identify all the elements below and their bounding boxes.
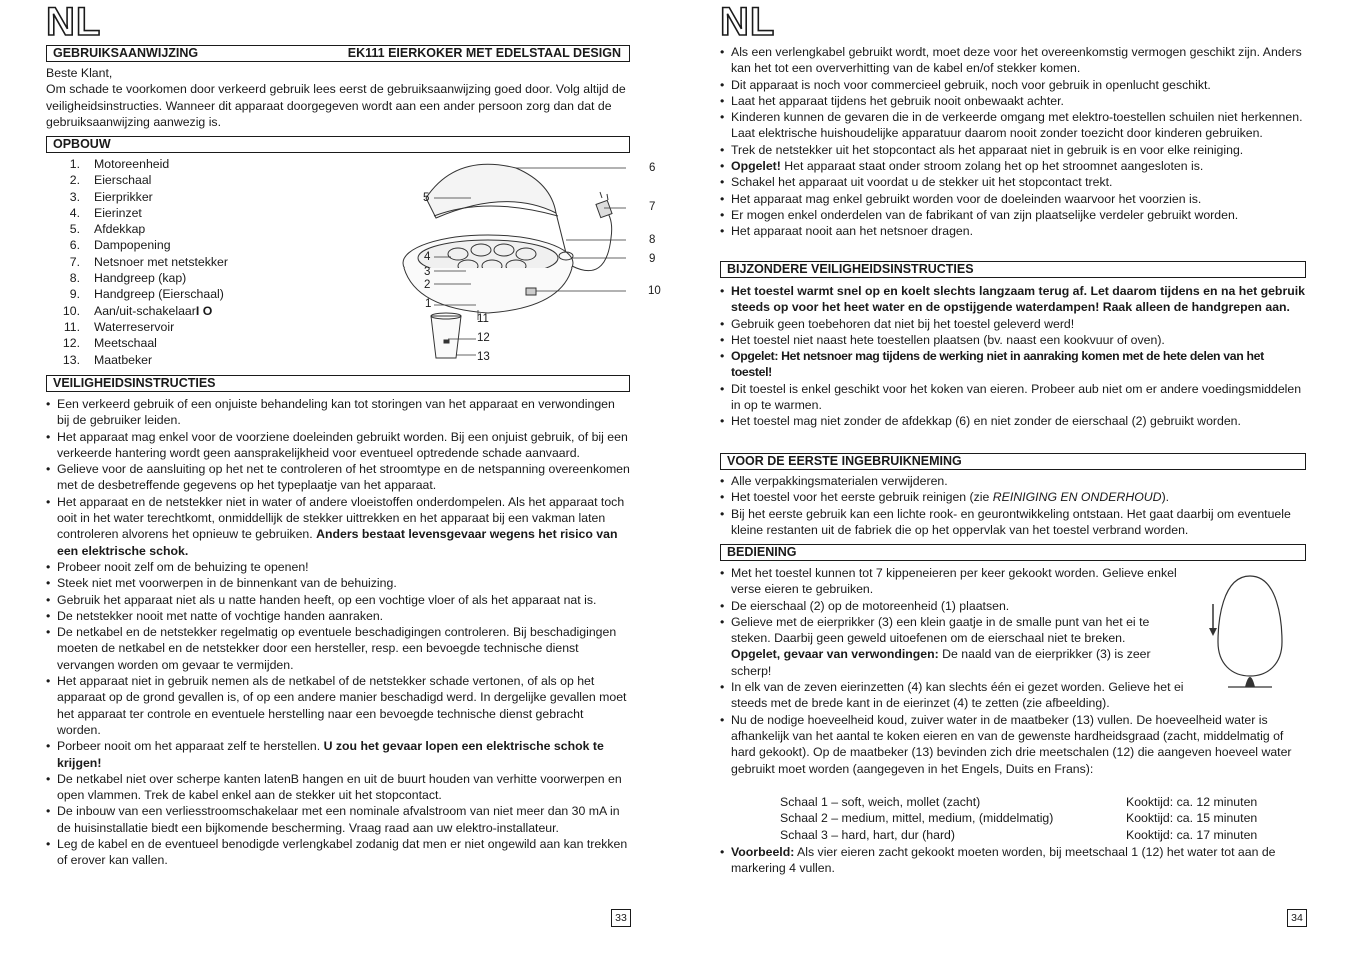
figure-label-10: 10 [648,285,661,297]
part-label: Handgreep (kap) [94,271,187,286]
section-title: VEILIGHEIDSINSTRUCTIES [53,376,216,390]
part-number: 10. [62,303,80,318]
kinderen-note: Laat elektrische huishoudelijke apparatuur daarom nooit zonder toezicht door kinderen gebruiken. [731,126,1263,141]
example-label: Voorbeeld: [731,845,795,859]
section-title: BIJZONDERE VEILIGHEIDSINSTRUCTIES [727,262,974,276]
list-item: • Gebruik geen toebehoren dat niet bij het toestel geleverd werd! [720,316,1306,332]
egg-cooker-drawing [376,158,626,368]
warning-label: Opgelet, gevaar van verwondingen: [731,647,939,662]
figure-label-7: 7 [649,201,656,213]
list-item: • Het apparaat nooit aan het netsnoer dragen. [720,223,1306,239]
language-heading: NL [46,0,102,44]
part-number: 13. [62,352,80,367]
list-item: • Dit toestel is enkel geschikt voor het koken van eieren. Probeer aub niet om er andere voedingsmiddelen in op te warmen. [720,381,1306,414]
part-label: Dampopening [94,238,171,253]
page-number: 34 [1287,909,1307,927]
list-item: • Een verkeerd gebruik of een onjuiste behandeling kan tot storingen van het apparaat en verwondingen bij de gebruiker leiden. [46,396,630,429]
part-item [46,172,346,188]
list-item: • Gebruik het apparaat niet als u natte handen heeft, op een vochtige vloer of als het apparaat nat is. [46,592,630,608]
section-reference: REINIGING EN ONDERHOUD [992,490,1162,505]
manual-header [46,45,630,62]
list-item: • Er mogen enkel onderdelen van de fabrikant of van zijn plaatselijke verdeler gebruikt worden. [720,207,1306,223]
list-item: • De netkabel en de netstekker regelmatig op eventuele beschadigingen controleren. Bij beschadigingen moeten de netkabel en de netstekker door een hersteller, resp. een bevoegde technische dienst vervangen worden om gevaar te vermijden. [46,624,630,673]
page-number: 33 [611,909,631,927]
figure-label-1: 1 [425,298,432,310]
part-label: Aan/uit-schakelaar [94,303,196,318]
list-item: • In elk van de zeven eierinzetten (4) kan slechts één ei gezet worden. Gelieve het ei steeds met de brede kant in de eierinzet (4) te zetten (zie afbeelding). [720,679,1189,712]
part-number: 4. [69,205,80,220]
list-item: • Met het toestel kunnen tot 7 kippeneieren per keer gekookt worden. Gelieve enkel verse eieren te gebruiken. [720,565,1181,598]
part-item [46,303,346,319]
list-item: • Alle verpakkingsmaterialen verwijderen. [720,473,1306,489]
part-item [46,205,346,221]
figure-label-11: 11 [477,313,489,325]
section-title: OPBOUW [53,137,111,151]
table-row: Schaal 1 – soft, weich, mollet (zacht) Kooktijd: ca. 12 minuten [780,795,1258,809]
list-item: • Voorbeeld: Als vier eieren zacht gekookt moeten worden, bij meetschaal 1 (12) het water tot aan de markering 4 vullen. [720,844,1306,877]
part-number: 9. [69,287,80,302]
part-number: 1. [69,157,80,171]
section-header-eerste [720,453,1306,470]
list-item: • Bij het eerste gebruik kan een lichte rook- en geurontwikkeling ontstaan. Het gaat daarbij om eventuele kleine restanten uit de fabriek die op het oppervlak van het toestel verbrand worden. [720,506,1306,539]
part-number: 2. [69,173,80,188]
figure-label-9: 9 [649,253,656,265]
list-item: • Gelieve met de eierprikker (3) een klein gaatje in de smalle punt van het ei te steken. Daarbij geen geweld uitoefenen om de eierschaal niet te breken. Opgelet, gevaar van verwondingen: De naald van de eierprikker (3) is zeer scherp! [720,614,1181,679]
parts-list [46,156,346,368]
figure-label-3: 3 [424,266,431,278]
egg-cooker-figure [376,158,661,368]
list-item: • Opgelet: Het netsnoer mag tijdens de werking niet in aanraking komen met de hete delen van het toestel! [720,348,1306,381]
list-item: • Nu de nodige hoeveelheid koud, zuiver water in de maatbeker (13) vullen. De hoeveelheid water is afhankelijk van het aantal te koken eieren en van de gewenste hardheidsgraad (zacht, middelmatig of hard gekookt). Op de maatbeker (13) bevinden zich drie meetschalen (12) die aangeven hoeveel water gebruikt moet worden (aangegeven in het Engels, Duits en Frans): [720,712,1306,777]
list-item: • Het apparaat en de netstekker niet in water of andere vloeistoffen onderdompelen. Als het apparaat toch ooit in het water terechtkomt, onmiddellijk de stekker uittrekken en het apparaat bij een vakman laten controleren alvorens het opnieuw te gebruiken. Anders bestaat levensgevaar wegens het risico van een elektrische schok. [46,494,630,559]
cooking-time-table [780,794,1266,843]
section-title: VOOR DE EERSTE INGEBRUIKNEMING [727,454,962,468]
list-item: • Opgelet! Het apparaat staat onder stroom zolang het op het stroomnet aangesloten is. [720,158,1306,174]
part-label: Eierinzet [94,205,142,220]
part-item [46,352,346,368]
list-item: • Schakel het apparaat uit voordat u de stekker uit het stopcontact trekt. [720,174,1306,190]
warning-emphasis: U zou het gevaar lopen een elektrische schok te krijgen! [57,739,604,770]
list-item: • Porbeer nooit om het apparaat zelf te herstellen. U zou het gevaar lopen een elektrische schok te krijgen! [46,738,630,771]
list-item: • Het toestel mag niet zonder de afdekkap (6) en niet zonder de eierschaal (2) gebruikt worden. [720,413,1306,429]
operation-list [720,565,1306,777]
warning-emphasis: Anders bestaat levensgevaar wegens het risico van een elektrische schok. [57,527,618,558]
part-item [46,189,346,205]
greeting: Beste Klant, [46,66,113,80]
part-label: Maatbeker [94,352,153,367]
part-label: Handgreep (Eierschaal) [94,287,224,302]
list-item: • Laat het apparaat tijdens het gebruik nooit onbewaakt achter. [720,93,1306,109]
model-name: EK111 EIERKOKER MET EDELSTAAL DESIGN [347,46,621,60]
list-item: • Het toestel warmt snel op en koelt slechts langzaam terug af. Let daarom tijdens en na het gebruik steeds op voor het heet water en de opstijgende waterdampen! Raak alleen de handgrepen aan. [720,283,1306,316]
special-safety-list [720,283,1306,430]
part-item [46,286,346,302]
list-item: • Het toestel niet naast hete toestellen plaatsen (bv. naast een kookvuur of oven). [720,332,1306,348]
language-heading: NL [720,0,776,44]
part-item [46,319,346,335]
figure-label-12: 12 [477,332,490,344]
part-label: Meetschaal [94,336,157,351]
warning-label: Opgelet! [731,159,781,174]
list-item: • Leg de kabel en de eventueel benodigde verlengkabel zodanig dat men er niet ongewild aan kan trekken of erover kan vallen. [46,836,630,869]
figure-label-13: 13 [477,351,490,363]
list-item: • Steek niet met voorwerpen in de binnenkant van de behuizing. [46,575,630,591]
list-item: • Kinderen kunnen de gevaren die in de verkeerde omgang met elektro-toestellen schuilen niet herkennen. Laat elektrische huishoudelijke apparatuur daarom nooit zonder toezicht door kinderen gebruiken. [720,109,1306,142]
part-number: 5. [69,222,80,237]
part-number: 8. [69,271,80,286]
list-item: • De eierschaal (2) op de motoreenheid (1) plaatsen. [720,598,1181,614]
part-label: Eierschaal [94,173,152,188]
part-number: 12. [62,336,80,351]
list-item: • Als een verlengkabel gebruikt wordt, moet deze voor het overeenkomstig vermogen geschikt zijn. Anders kan het tot een oververhitting van de kabel en/of stekker komen. [720,44,1306,77]
safety-list [46,396,630,869]
part-label: Motoreenheid [94,157,170,171]
part-number: 11. [63,319,80,334]
switch-symbol: I O [195,303,213,318]
intro [46,65,630,130]
list-item: • De netkabel niet over scherpe kanten latenB hangen en uit de buurt houden van verhitte voorwerpen en open vlammen. Trek de kabel enkel aan de stekker uit het stopcontact. [46,771,630,804]
part-label: Netsnoer met netstekker [94,254,228,269]
list-item: • Probeer nooit zelf om de behuizing te openen! [46,559,630,575]
part-item [46,335,346,351]
list-item: • De netstekker nooit met natte of vochtige handen aanraken. [46,608,630,624]
part-number: 6. [69,238,80,253]
section-header-veiligheid [46,375,630,392]
figure-label-8: 8 [649,234,656,246]
section-title: BEDIENING [727,545,797,559]
figure-label-4: 4 [424,251,431,263]
part-number: 7. [69,254,80,269]
figure-label-6: 6 [649,162,656,174]
list-item: • Het toestel voor het eerste gebruik reinigen (zie REINIGING EN ONDERHOUD). [720,489,1306,505]
section-header-bijzondere [720,261,1306,278]
part-item [46,254,346,270]
example-paragraph [720,844,1306,877]
list-item: • De inbouw van een verliesstroomschakelaar met een nominale afvalstroom van niet meer dan 30 mA in de huisinstallatie biedt een bijkomende bescherming. Vraag raad aan uw elektro-installateur. [46,803,630,836]
section-header-bediening [720,544,1306,561]
first-use-list [720,473,1306,538]
list-item: • Het apparaat mag enkel gebruikt worden voor de doeleinden waarvoor het voorzien is. [720,191,1306,207]
part-item [46,156,346,172]
figure-label-5: 5 [423,192,430,204]
list-item: • Het apparaat mag enkel voor de voorziene doeleinden gebruikt worden. Bij een onjuist gebruik, of bij een verkeerde hantering wordt geen aansprakelijkheid voor eventueel optredende schade aanvaard. [46,429,630,462]
figure-label-2: 2 [424,279,431,291]
intro-text: Om schade te voorkomen door verkeerd gebruik lees eerst de gebruiksaanwijzing goed door. Volg altijd de veiligheidsinstructies. Wanneer dit apparaat doorgegeven wordt aan een ander persoon zorg dan dat de gebruiksaanwijzing aanwezig is. [46,82,626,129]
part-item [46,221,346,237]
part-item [46,270,346,286]
section-header-opbouw [46,136,630,153]
part-number: 3. [69,189,80,204]
list-item: • Het apparaat niet in gebruik nemen als de netkabel of de netstekker schade vertonen, of als op het apparaat op de grond gevallen is, of op een andere manier beschadigd werd. In dergelijke gevallen moet het apparaat ter controle en eventuele herstelling naar een bevoegde technische dienst gebracht worden. [46,673,630,738]
part-item [46,237,346,253]
part-label: Afdekkap [94,222,146,237]
part-label: Eierprikker [94,189,153,204]
list-item: • Trek de netstekker uit het stopcontact als het apparaat niet in gebruik is en voor elke reiniging. [720,142,1306,158]
list-item: • Dit apparaat is noch voor commercieel gebruik, noch voor gebruik in openlucht geschikt. [720,77,1306,93]
part-label: Waterreservoir [94,319,175,334]
table-row: Schaal 3 – hard, hart, dur (hard) Kooktijd: ca. 17 minuten [780,827,1258,842]
list-item: • Gelieve voor de aansluiting op het net te controleren of het stroomtype en de netspanning overeenkomen met de desbetreffende gegevens op het typeplaatje van het apparaat. [46,461,630,494]
manual-title: GEBRUIKSAANWIJZING [53,46,199,60]
safety-continued-list [720,44,1306,240]
table-row: Schaal 2 – medium, mittel, medium, (middelmatig) Kooktijd: ca. 15 minuten [780,811,1258,826]
